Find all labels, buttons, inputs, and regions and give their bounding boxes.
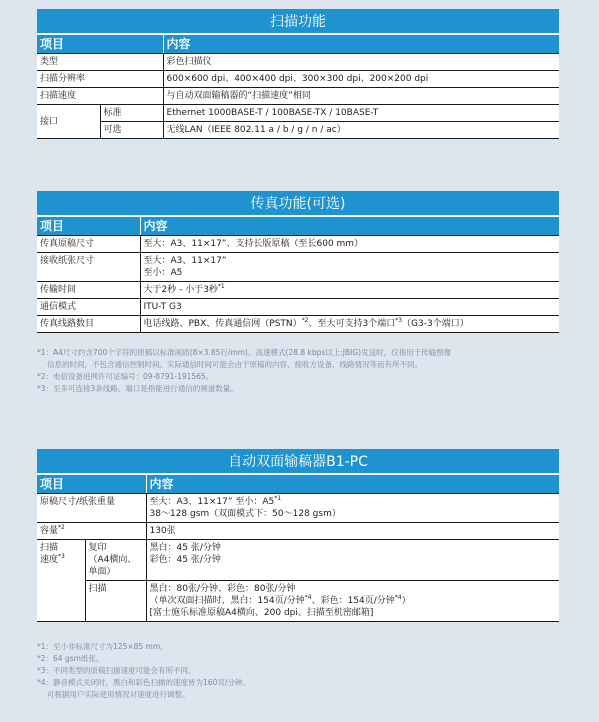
footnote: *3：不同类型的原稿扫描速度可能会有所不同。 — [37, 666, 196, 675]
fax-notes — [37, 347, 559, 395]
adf-table — [37, 475, 559, 622]
fax-table — [37, 217, 559, 333]
header-item: 项目 — [37, 475, 146, 494]
footnote: *2：64 gsm纸张。 — [37, 654, 104, 663]
header-item: 项目 — [37, 217, 140, 236]
table-row: 传真原稿尺寸 至大：A3、11×17”、支持长版原稿（至长600 mm） — [37, 236, 559, 253]
footnote: *1：A4尺寸约含700个字符的原稿以标准画质(8×3.85行/mm)、高速模式(28.8 kbps以上:JBIG)发送时，仅指用于传输图像 — [37, 348, 452, 357]
scan-panel — [37, 9, 559, 139]
table-row: 接口 标准 Ethernet 1000BASE-T / 100BASE-TX / 10BASE-T — [37, 105, 559, 122]
header-content: 内容 — [163, 35, 559, 54]
table-row: 扫描 速度$^{*3}$ 复印 （A4横向、 单面） 黑白：45 张/分钟 彩色：45 张/分钟 — [37, 540, 559, 581]
table-row: 容量$^{*2}$ 130张 — [37, 523, 559, 540]
table-header-row — [37, 217, 559, 236]
header-content: 内容 — [140, 217, 559, 236]
adf-panel — [37, 449, 559, 622]
scan-panel-title: 扫描功能 — [37, 9, 559, 35]
scan-table — [37, 35, 559, 139]
header-content: 内容 — [146, 475, 559, 494]
table-row: 类型 彩色扫描仪 — [37, 54, 559, 71]
table-row: 原稿尺寸/纸张重量 至大：A3、11×17” 至小：A5$^{*1}$ 38～128 gsm（双面模式下：50～128 gsm） — [37, 494, 559, 523]
footnote: *2：电信设备进网许可证编号：09-8791-191565。 — [37, 372, 214, 381]
footnote: *4：静音模式关闭时，黑白和彩色扫描的速度皆为160页/分钟。 — [37, 678, 250, 687]
footnote: 可根据用户实际使用情况对速度进行调整。 — [47, 690, 190, 699]
fax-panel-title: 传真功能(可选) — [37, 191, 559, 217]
footnote: *3：至多可连接3条线路。端口是指能进行通信的频道数量。 — [37, 384, 238, 393]
table-row: 传真线路数目 电话线路、PBX、传真通信网（PSTN）$^{*2}$、至大可支持3个端口$^{*3}$（G3-3个端口） — [37, 316, 559, 333]
adf-notes — [37, 641, 559, 701]
table-row: 可选 无线LAN（IEEE 802.11 a / b / g / n / ac） — [37, 122, 559, 139]
table-row: 接收纸张尺寸 至大：A3、11×17” 至小：A5 — [37, 253, 559, 282]
table-row: 传输时间 大于2秒 - 小于3秒$^{*1}$ — [37, 282, 559, 299]
header-item: 项目 — [37, 35, 163, 54]
table-row: 扫描速度 与自动双面输稿器的“扫描速度”相同 — [37, 88, 559, 105]
adf-panel-title: 自动双面输稿器B1-PC — [37, 449, 559, 475]
table-header-row — [37, 35, 559, 54]
table-header-row — [37, 475, 559, 494]
footnote: *1：至小非标准尺寸为125×85 mm。 — [37, 642, 168, 651]
table-row: 通信模式 ITU-T G3 — [37, 299, 559, 316]
fax-panel — [37, 191, 559, 333]
table-row: 扫描 黑白：80张/分钟、彩色：80张/分钟 （单次双面扫描时、黑白：154页/分钟$^{*4}$、彩色：154页/分钟$^{*4}$） [富士施乐标准原稿A4横向、200 dpi、扫描至机密邮箱] — [37, 581, 559, 622]
footnote: 信息的时间，不包含通信控制时间。实际通信时间可能会由于原稿的内容、接收方设备、线路情况等而有所不同。 — [47, 360, 422, 369]
table-row: 扫描分辨率 600×600 dpi、400×400 dpi、300×300 dpi、200×200 dpi — [37, 71, 559, 88]
